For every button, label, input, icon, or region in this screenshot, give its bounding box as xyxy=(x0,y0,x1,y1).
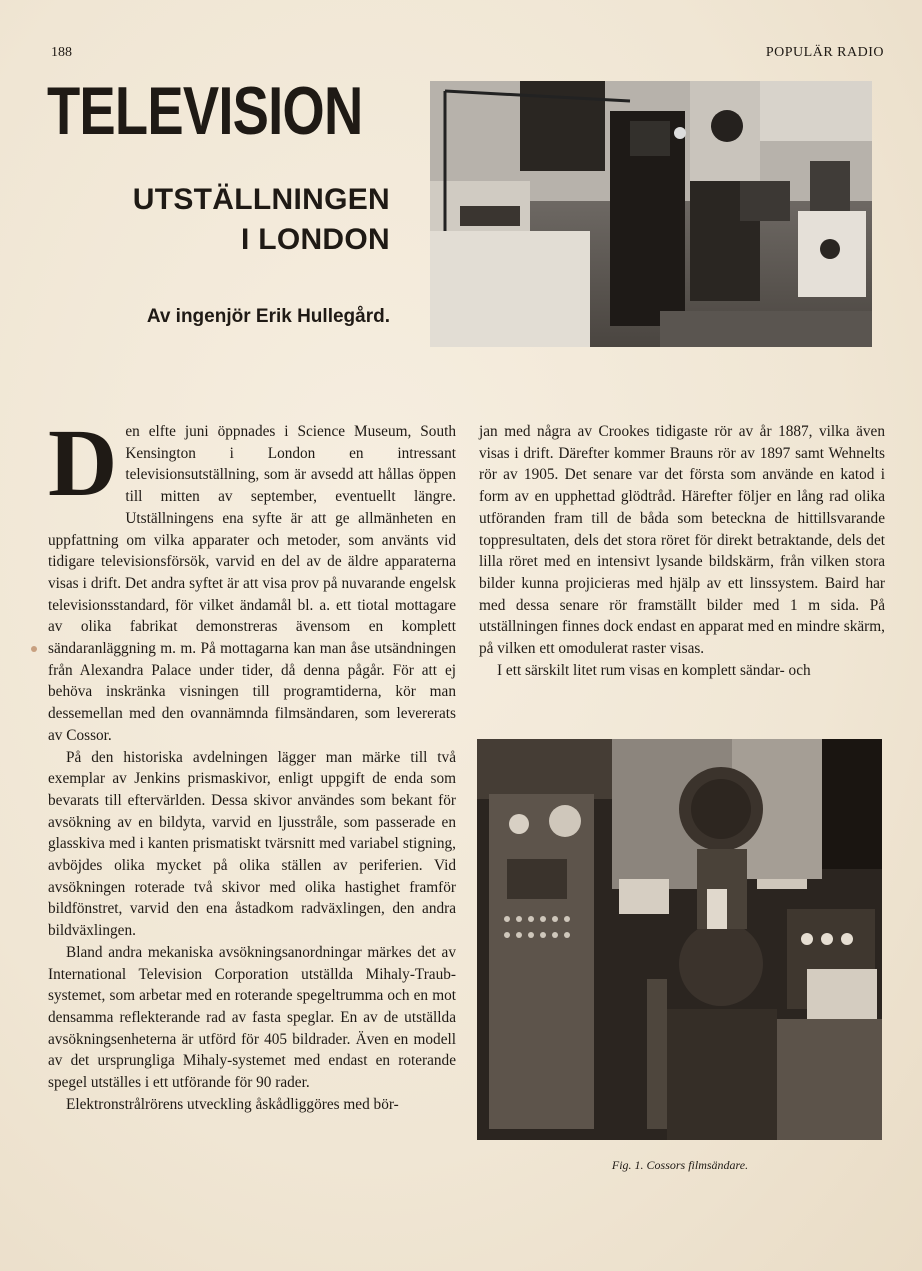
paragraph: Elektronstrålrörens utveckling åskådliggöres med bör- xyxy=(66,1095,399,1113)
paragraph: Den elfte juni öppnades i Science Museum, South Kensington i London en intressant televisionsutställning, som är avsedd att hållas öppen till mitten av september, eventuellt längre. Utställningens ena syfte är att ge allmänheten en uppfattning om vilka apparater och metoder, som använts vid tidigare televisionsförsök, varvid en del av de äldre apparaterna visas i drift. Det andra syftet är att visa prov på nuvarande engelsk televisionsstandard, för vilket ändamål bl. a. ett tiotal mottagare av olika fabrikat demonstreras ävensom en komplett sändaranläggning m. m. På mottagarna kan man åse utsändningen från Alexandra Palace under tider, då denna pågår. För att ej behöva inskränka visningen till programtiderna, kör man dessemellan med den ovannämnda filmsändaren, som levererats av Cossor. xyxy=(48,409,456,744)
article-subtitle xyxy=(80,180,390,260)
cossor-transmitter-photo xyxy=(477,739,882,1140)
article-title: TELEVISION xyxy=(47,73,363,149)
byline: Av ingenjör Erik Hullegård. xyxy=(146,306,390,327)
figure-caption: Fig. 1. Cossors filmsändare. xyxy=(611,1158,749,1172)
paragraph: jan med några av Crookes tidigaste rör av år 1887, vilka även visas i drift. Därefter kommer Brauns rör av 1897 samt Wehnelts rör av 1905. Det senare var det första som använde en katod i form av en upphettad glödtråd. Härefter följer en lång rad olika utföranden fram till de båda som beteckna de hittillsvarande toppresultaten, dels det stora röret för direkt betraktande, dels det lilla röret med en intensivt lysande bildskärm, från vilken stora bilder kunna projicieras med hjälp av ett linssystem. Baird har med dessa senare rör framställt bilder med 1 m sida. På utställningen finnes dock endast en apparat med en mindre skärm, på vilken ett omodulerat raster visas. xyxy=(479,423,885,658)
running-head: POPULÄR RADIO xyxy=(765,45,884,60)
drop-cap: D xyxy=(48,409,118,516)
paper-blemish xyxy=(31,646,37,652)
exhibition-photo xyxy=(430,81,872,347)
text-column-2 xyxy=(479,421,885,721)
text-column-1 xyxy=(48,409,456,1181)
page-number: 188 xyxy=(51,45,72,60)
paragraph: På den historiska avdelningen lägger man märke till två exemplar av Jenkins prismaskivor, enligt uppgift de enda som bevarats till eftervärlden. Dessa skivor användes som bekant för avsökning av en bildyta, varvid en ljusstråle, som passerade en glasskiva med i kanten prismatiskt tvärsnitt med variabel stigning, avböjdes olika mycket på olika ställen av periferien. Vid avsökningen roterade två skivor med olika hastighet framför bildfönstret, varvid den ena åstadkom radväxlingen, den andra bildväxlingen. xyxy=(48,748,456,940)
subtitle-line-1: UTSTÄLLNINGEN xyxy=(132,183,390,216)
paragraph: Bland andra mekaniska avsökningsanordningar märkes det av International Television Corporation utställda Mihaly-Traub-systemet, som arbetar med en roterande spegeltrumma och en mot densamma reflekterande rad av fasta speglar. En av de utställda avsökningsenheterna är utförd för 405 bildrader. Även en modell av det ursprungliga Mihaly-systemet med endast en roterande spegel utställes i ett utförande för 90 rader. xyxy=(48,943,456,1092)
paragraph: I ett särskilt litet rum visas en komplett sändar- och xyxy=(497,661,811,679)
subtitle-line-2: I LONDON xyxy=(240,223,390,256)
